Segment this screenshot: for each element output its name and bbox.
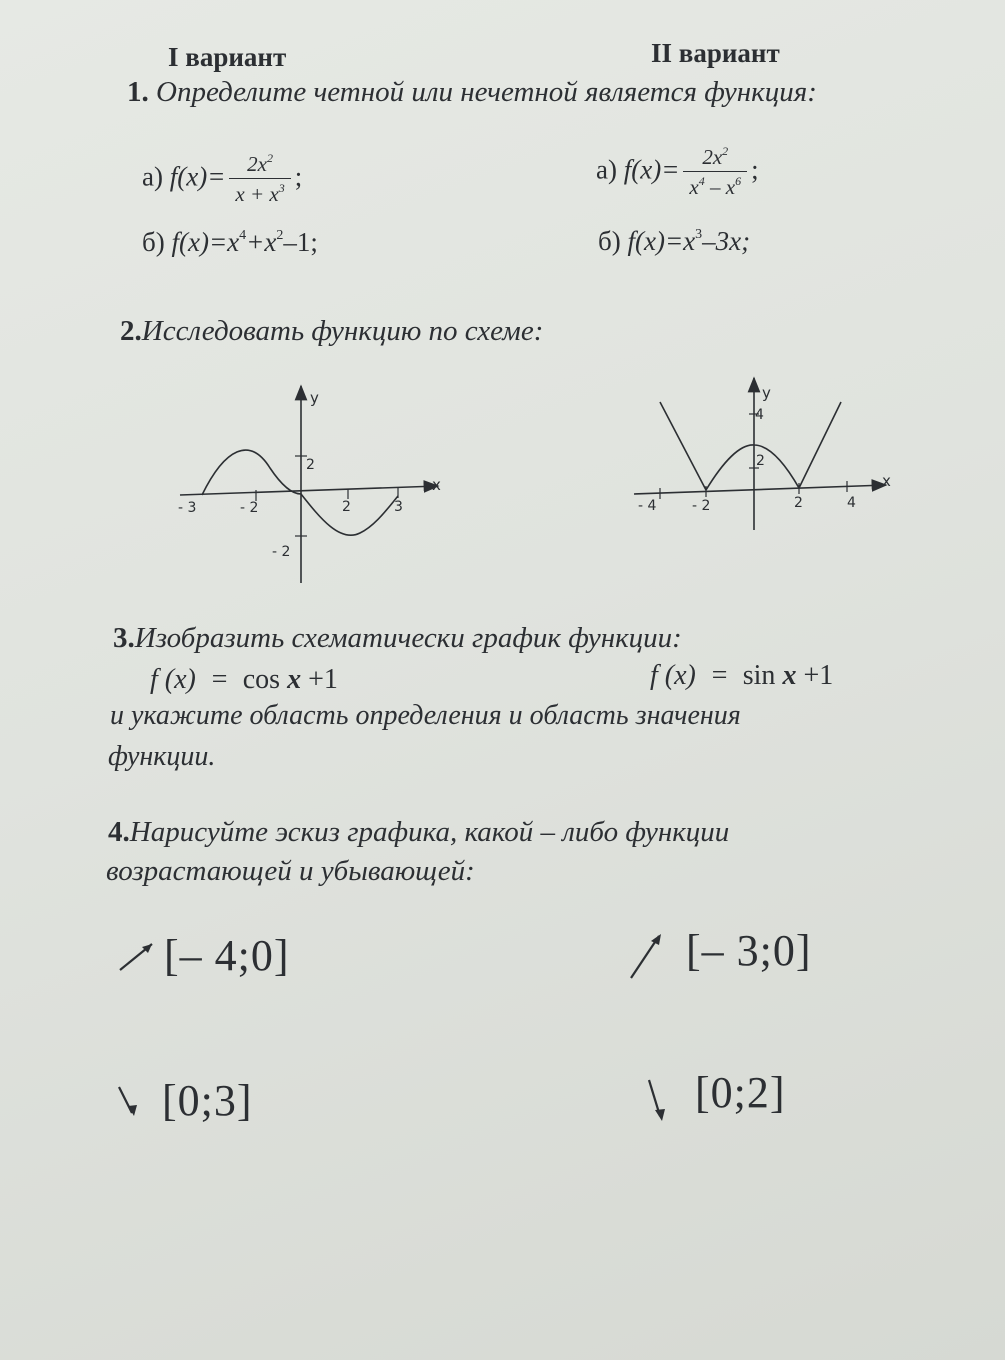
task-3-line-3: функции.	[108, 741, 216, 772]
task-2-heading	[120, 315, 543, 348]
function-expression: –3x;	[702, 226, 751, 256]
y-tick-label: 2	[756, 453, 765, 469]
x-tick-label: - 2	[240, 500, 259, 516]
semicolon: ;	[751, 154, 759, 185]
task-2-number: 2.	[120, 315, 142, 347]
function-expression: f(x)=x	[171, 227, 240, 257]
x-axis	[180, 486, 438, 495]
task-3-number: 3.	[113, 622, 135, 654]
task-3-heading	[113, 622, 682, 655]
decreasing-arrow-icon	[645, 1076, 671, 1124]
function-lhs: f (x) =	[150, 664, 229, 695]
denominator: – x	[704, 175, 736, 199]
x-axis-label: x	[432, 476, 441, 494]
x-tick-label: 4	[847, 495, 856, 511]
function-name: sin	[742, 660, 776, 691]
exponent: 4	[698, 174, 705, 188]
graph-2	[628, 372, 903, 537]
v2-increasing-interval: [– 3;0]	[686, 926, 812, 975]
fraction	[683, 143, 747, 202]
y-tick-label: - 2	[272, 544, 291, 560]
v1-formula-a	[142, 150, 302, 209]
y-axis-label: y	[310, 389, 319, 407]
exponent: 3	[278, 181, 285, 195]
v2-formula-b	[598, 226, 750, 257]
function-expression: +x	[246, 227, 277, 257]
function-name: f(x)=	[169, 161, 226, 192]
task-4-text-line-2: возрастающей и убывающей:	[106, 855, 475, 887]
function-curve-right	[799, 402, 841, 488]
function-expression: f(x)=x	[627, 226, 696, 256]
function-name: cos	[242, 664, 281, 695]
task-3-function-2	[650, 660, 833, 692]
task-3-text: Изобразить схематически график функции:	[134, 622, 682, 654]
x-tick-label: - 2	[692, 498, 711, 514]
x-axis	[634, 485, 886, 494]
exponent: 4	[239, 228, 247, 243]
exponent: 2	[722, 144, 729, 158]
increasing-arrow-icon	[627, 930, 667, 982]
x-tick-label: - 3	[178, 500, 197, 516]
task-4-number: 4.	[108, 816, 130, 848]
task-2-text: Исследовать функцию по схеме:	[141, 315, 544, 347]
fraction	[229, 150, 290, 209]
v2-decreasing-interval: [0;2]	[695, 1068, 786, 1117]
function-variable: x	[287, 664, 302, 695]
task-3-line-2: и укажите область определения и область значения	[110, 700, 741, 731]
x-tick-label: 2	[794, 495, 803, 511]
function-tail: +1	[803, 660, 834, 691]
formula-label: а)	[596, 154, 617, 185]
graph-1	[170, 378, 450, 588]
x-tick-label: 2	[342, 499, 351, 515]
task-1-number: 1.	[127, 76, 149, 108]
exponent: 2	[276, 228, 284, 243]
formula-label: б)	[598, 226, 621, 256]
task-1-heading	[127, 76, 817, 109]
x-tick-label: - 4	[638, 498, 657, 514]
denominator: x + x	[235, 182, 279, 206]
denominator: x	[689, 175, 699, 199]
decreasing-arrow-icon	[115, 1083, 145, 1119]
function-variable: x	[782, 660, 797, 691]
exponent: 3	[695, 227, 703, 242]
variant-2-header: II вариант	[651, 38, 780, 68]
function-expression: –1;	[283, 227, 318, 257]
v1-increasing-interval: [– 4;0]	[164, 931, 290, 980]
v2-formula-a	[596, 143, 759, 202]
function-name: f(x)=	[623, 154, 680, 185]
task-3-function-1	[150, 664, 338, 696]
formula-label: а)	[142, 161, 163, 192]
exponent: 2	[266, 151, 273, 165]
v1-decreasing-interval: [0;3]	[162, 1076, 253, 1125]
formula-label: б)	[142, 227, 165, 257]
x-tick-label: 3	[394, 499, 403, 515]
y-tick-label: 2	[306, 457, 315, 473]
increasing-arrow-icon	[116, 938, 158, 974]
task-4-heading	[108, 816, 729, 849]
function-lhs: f (x) =	[650, 660, 729, 691]
v1-formula-b	[142, 227, 318, 258]
function-tail: +1	[308, 664, 338, 695]
task-1-text: Определите четной или нечетной является функция:	[156, 76, 817, 108]
function-curve-left	[660, 402, 706, 490]
exponent: 6	[735, 174, 742, 188]
x-axis-label: x	[882, 472, 891, 490]
numerator: 2x	[702, 145, 723, 169]
y-tick-label: 4	[755, 407, 764, 423]
y-axis-label: y	[762, 384, 771, 402]
numerator: 2x	[247, 152, 267, 176]
semicolon: ;	[294, 161, 303, 192]
task-4-text-line-1: Нарисуйте эскиз графика, какой – либо функции	[129, 816, 730, 848]
variant-1-header: I вариант	[168, 42, 287, 72]
